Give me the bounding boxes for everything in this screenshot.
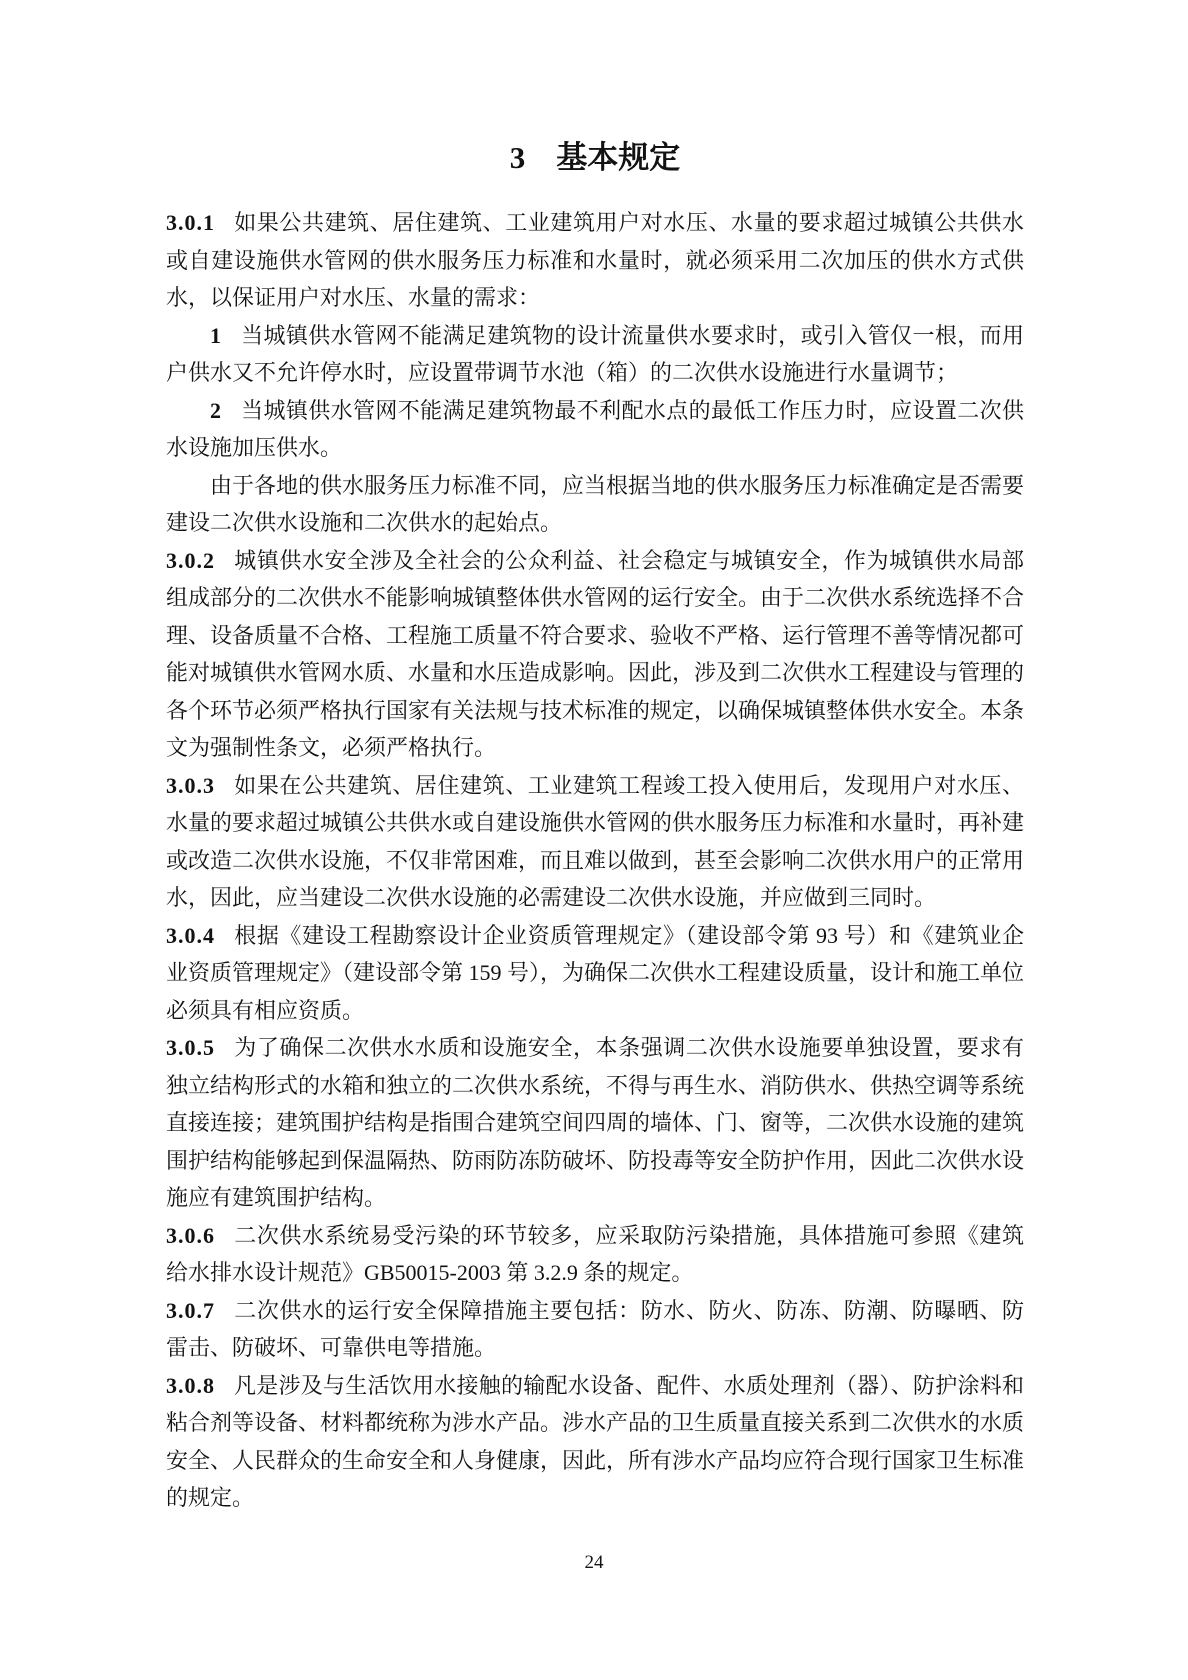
- clause-text: 如果在公共建筑、居住建筑、工业建筑工程竣工投入使用后，发现用户对水压、水量的要求超过城镇公共供水或自建设施供水管网的供水服务压力标准和水量时，再补建或改造二次供水设施，不仅非常困难，而且难以做到，甚至会影响二次供水用户的正常用水，因此，应当建设二次供水设施的必需建设二次供水设施，并应做到三同时。: [166, 772, 1025, 910]
- clause-number: 3.0.7: [166, 1297, 215, 1323]
- clause-3-0-8: [166, 1367, 1024, 1517]
- clause-text: 二次供水系统易受污染的环节较多，应采取防污染措施，具体措施可参照《建筑给水排水设计规范》GB50015-2003 第 3.2.9 条的规定。: [166, 1222, 1024, 1285]
- item-text: 当城镇供水管网不能满足建筑物最不利配水点的最低工作压力时，应设置二次供水设施加压供水。: [166, 397, 1024, 460]
- clause-3-0-3: [166, 767, 1024, 917]
- item-number: 2: [210, 397, 222, 423]
- clause-text: 二次供水的运行安全保障措施主要包括：防水、防火、防冻、防潮、防曝晒、防雷击、防破坏、可靠供电等措施。: [166, 1297, 1024, 1360]
- item-text: 当城镇供水管网不能满足建筑物的设计流量供水要求时，或引入管仅一根，而用户供水又不允许停水时，应设置带调节水池（箱）的二次供水设施进行水量调节；: [166, 322, 1024, 385]
- clause-text: 根据《建设工程勘察设计企业资质管理规定》（建设部令第 93 号）和《建筑业企业资质管理规定》（建设部令第 159 号），为确保二次供水工程建设质量，设计和施工单位必须具有相应资质。: [166, 922, 1025, 1023]
- clause-number: 3.0.5: [166, 1035, 215, 1060]
- item-number: 1: [210, 322, 222, 348]
- clause-text: 城镇供水安全涉及全社会的公众利益、社会稳定与城镇安全，作为城镇供水局部组成部分的二次供水不能影响城镇整体供水管网的运行安全。由于二次供水系统选择不合理、设备质量不合格、工程施工质量不符合要求、验收不严格、运行管理不善等情况都可能对城镇供水管网水质、水量和水压造成影响。因此，涉及到二次供水工程建设与管理的各个环节必须严格执行国家有关法规与技术标准的规定，以确保城镇整体供水安全。本条文为强制性条文，必须严格执行。: [166, 547, 1025, 760]
- clause-number: 3.0.8: [166, 1372, 215, 1398]
- clause-3-0-1: [166, 204, 1024, 317]
- clause-3-0-1-item-2: [166, 392, 1024, 467]
- document-body: [166, 138, 1024, 1517]
- clause-3-0-7: [166, 1292, 1024, 1367]
- clause-3-0-2: [166, 542, 1024, 767]
- clause-number: 3.0.3: [166, 772, 215, 798]
- clause-3-0-5: [166, 1029, 1024, 1217]
- clause-number: 3.0.2: [166, 547, 215, 573]
- clause-number: 3.0.4: [166, 922, 215, 948]
- clause-text: 为了确保二次供水水质和设施安全，本条强调二次供水设施要单独设置，要求有独立结构形式的水箱和独立的二次供水系统，不得与再生水、消防供水、供热空调等系统直接连接；建筑围护结构是指围合建筑空间四周的墙体、门、窗等，二次供水设施的建筑围护结构能够起到保温隔热、防雨防冻防破坏、防投毒等安全防护作用，因此二次供水设施应有建筑围护结构。: [166, 1035, 1025, 1210]
- note-text: 由于各地的供水服务压力标准不同，应当根据当地的供水服务压力标准确定是否需要建设二次供水设施和二次供水的起始点。: [166, 472, 1025, 535]
- clause-number: 3.0.1: [166, 210, 215, 235]
- clause-text: 凡是涉及与生活饮用水接触的输配水设备、配件、水质处理剂（器）、防护涂料和粘合剂等设备、材料都统称为涉水产品。涉水产品的卫生质量直接关系到二次供水的水质安全、人民群众的生命安全和人身健康，因此，所有涉水产品均应符合现行国家卫生标准的规定。: [166, 1372, 1025, 1510]
- clause-3-0-1-item-1: [166, 317, 1024, 392]
- clause-3-0-6: [166, 1217, 1024, 1292]
- clause-text: 如果公共建筑、居住建筑、工业建筑用户对水压、水量的要求超过城镇公共供水或自建设施供水管网的供水服务压力标准和水量时，就必须采用二次加压的供水方式供水，以保证用户对水压、水量的需求：: [166, 210, 1024, 310]
- clause-number: 3.0.6: [166, 1222, 215, 1248]
- clause-3-0-4: [166, 917, 1024, 1030]
- clause-3-0-1-note: [166, 467, 1024, 542]
- page-number: 24: [584, 1552, 604, 1573]
- page-title: 3 基本规定: [509, 140, 681, 175]
